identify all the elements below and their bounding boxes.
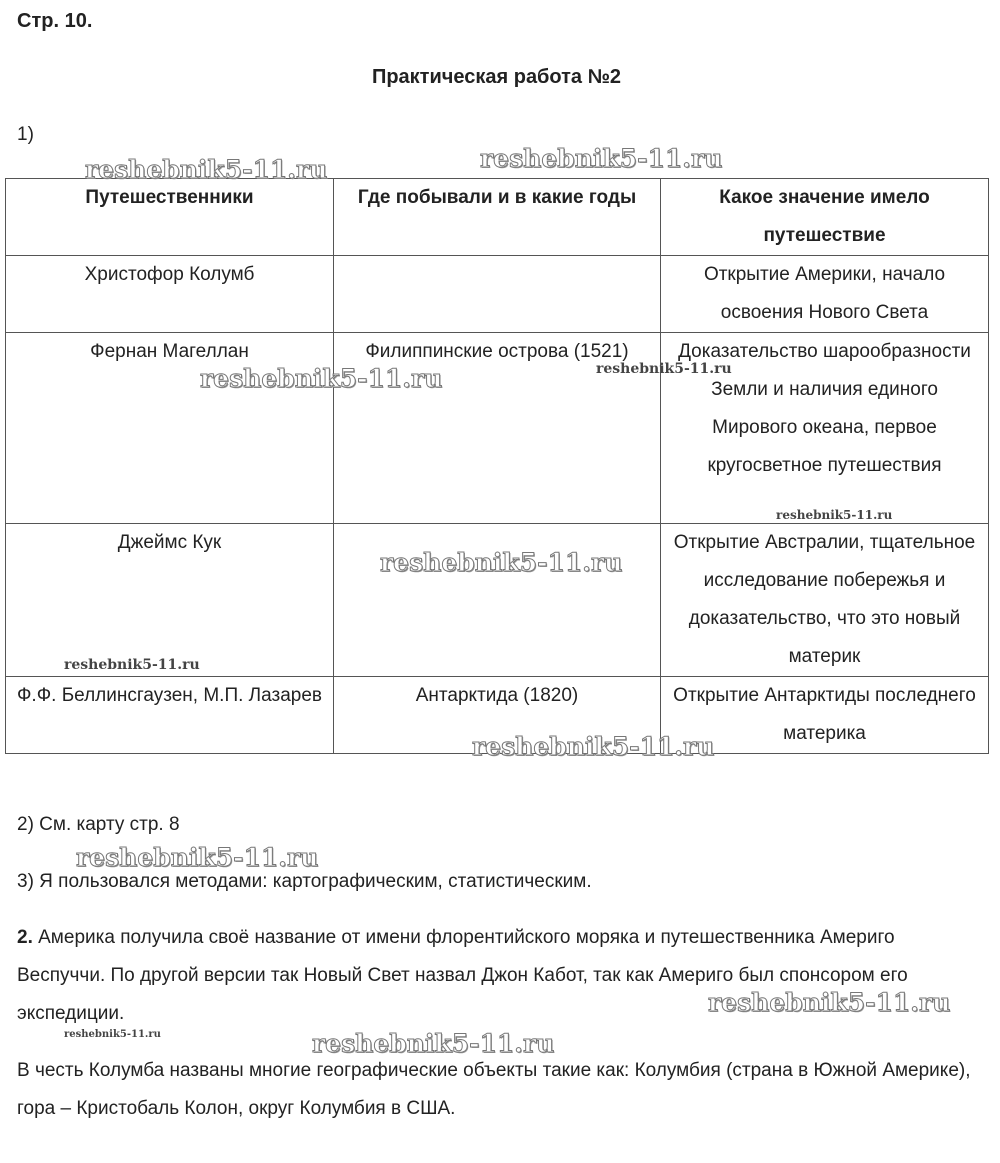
- watermark: reshebnik5-11.ru: [76, 843, 319, 872]
- cell-significance: Доказательство шарообразности Земли и наличия единого Мирового океана, первое кругосветное путешествия: [661, 333, 989, 524]
- item-1-label: 1): [17, 124, 34, 145]
- watermark: reshebnik5-11.ru: [200, 364, 443, 393]
- cell-traveler: Христофор Колумб: [6, 256, 334, 333]
- table-header-row: [6, 179, 989, 256]
- header-places-years: Где побывали и в какие годы: [334, 179, 661, 256]
- cell-places: Антарктида (1820): [334, 677, 661, 754]
- watermark: reshebnik5-11.ru: [85, 155, 328, 184]
- cell-places: Филиппинские острова (1521): [334, 333, 661, 524]
- watermark: reshebnik5-11.ru: [64, 657, 200, 673]
- cell-significance: Открытие Антарктиды последнего материка: [661, 677, 989, 754]
- watermark: reshebnik5-11.ru: [380, 548, 623, 577]
- watermark: reshebnik5-11.ru: [480, 144, 723, 173]
- item-3: 3) Я пользовался методами: картографическим, статистическим.: [17, 871, 592, 892]
- header-significance: Какое значение имело путешествие: [661, 179, 989, 256]
- cell-places: [334, 524, 661, 677]
- watermark: reshebnik5-11.ru: [596, 361, 732, 377]
- task-2-number: 2.: [17, 927, 33, 948]
- watermark: reshebnik5-11.ru: [472, 732, 715, 761]
- table-row: [6, 677, 989, 754]
- task-2-text: Америка получила своё название от имени флорентийского моряка и путешественника Америго Веспуччи. По другой версии так Новый Свет назвал Джон Кабот, так как Америго был спонсором его экспедиции.: [17, 927, 908, 1024]
- cell-traveler: Фернан Магеллан: [6, 333, 334, 524]
- page-label: Стр. 10.: [17, 10, 93, 32]
- watermark: reshebnik5-11.ru: [776, 508, 893, 522]
- table-row: [6, 524, 989, 677]
- cell-traveler: Джеймс Кук: [6, 524, 334, 677]
- columbus-paragraph: В честь Колумба названы многие географические объекты такие как: Колумбия (страна в Южной Америке), гора – Кристобаль Колон, округ Колумбия в США.: [17, 1060, 971, 1119]
- page-title: Практическая работа №2: [371, 66, 622, 88]
- watermark: reshebnik5-11.ru: [312, 1029, 555, 1058]
- travelers-table: [5, 178, 989, 754]
- cell-significance: Открытие Австралии, тщательное исследование побережья и доказательство, что это новый материк: [661, 524, 989, 677]
- cell-traveler: Ф.Ф. Беллинсгаузен, М.П. Лазарев: [6, 677, 334, 754]
- cell-significance: Открытие Америки, начало освоения Нового Света: [661, 256, 989, 333]
- task-2-paragraph: [17, 919, 977, 1033]
- watermark: reshebnik5-11.ru: [64, 1029, 161, 1040]
- cell-places: [334, 256, 661, 333]
- table-row: [6, 333, 989, 524]
- watermark: reshebnik5-11.ru: [708, 988, 951, 1017]
- item-2: 2) См. карту стр. 8: [17, 814, 180, 835]
- table-row: [6, 256, 989, 333]
- header-travelers: Путешественники: [6, 179, 334, 256]
